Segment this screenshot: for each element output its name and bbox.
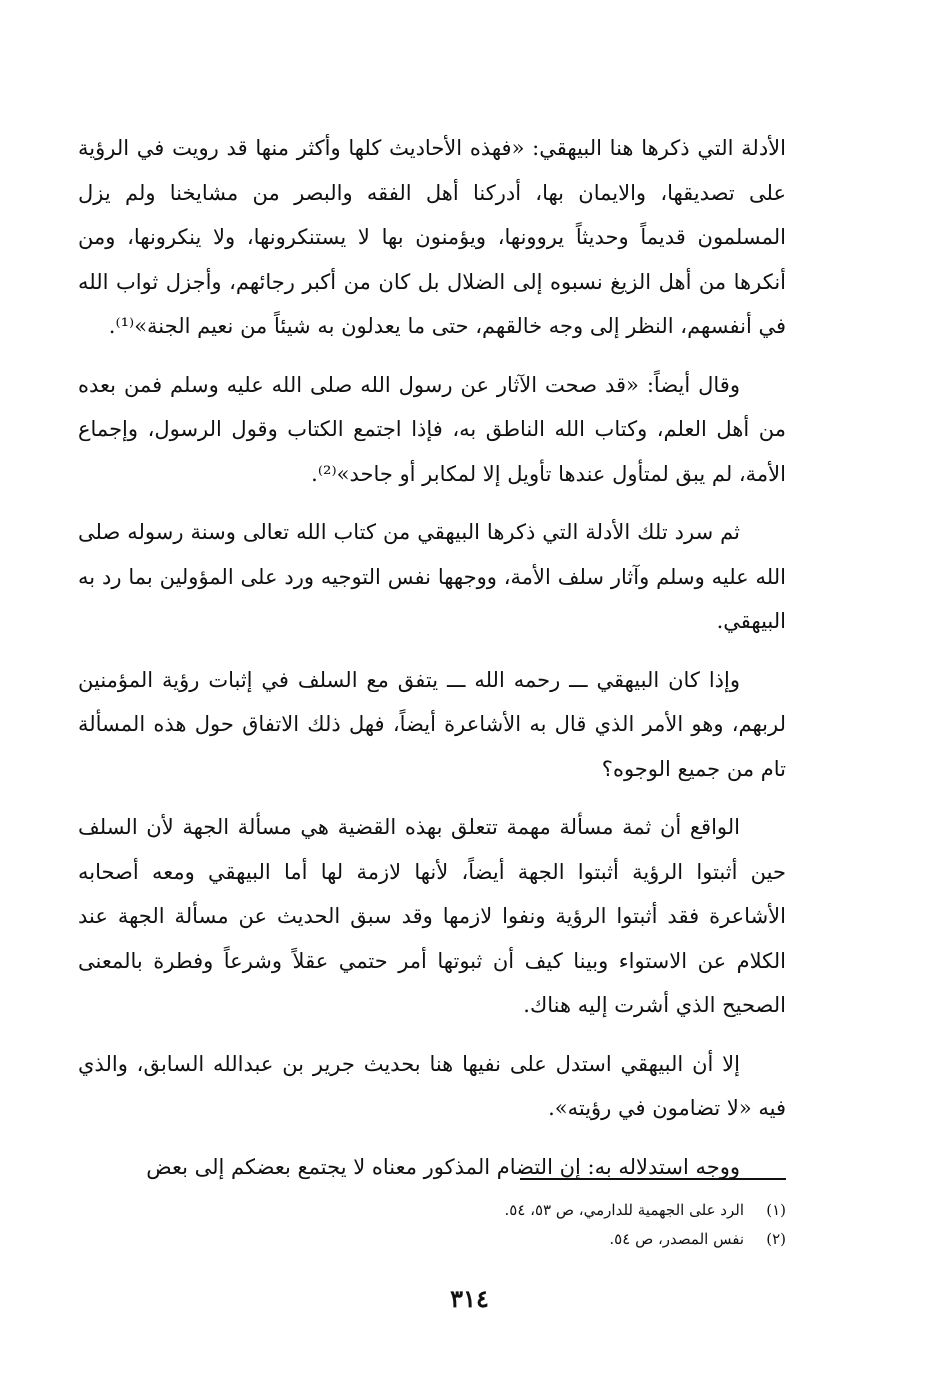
paragraph-2: وقال أيضاً: «قد صحت الآثار عن رسول الله صلى الله عليه وسلم فمن بعده من أهل العلم، وكتاب الله الناطق به، فإذا اجتمع الكتاب وقول الرسول، وإجماع الأمة، لم يبق لمتأول عندها تأويل إلا لمكابر أو جاحد»⁽²⁾. <box>78 372 786 486</box>
paragraph-6: إلا أن البيهقي استدل على نفيها هنا بحديث جرير بن عبدالله السابق، والذي فيه «لا تضامون في رؤيته». <box>78 1051 786 1120</box>
footnotes <box>366 1196 786 1254</box>
paragraph-4: وإذا كان البيهقي ـــ رحمه الله ـــ يتفق مع السلف في إثبات رؤية المؤمنين لربهم، وهو الأمر الذي قال به الأشاعرة أيضاً، فهل ذلك الاتفاق حول هذه المسألة تام من جميع الوجوه؟ <box>78 667 786 781</box>
footnote-1-text: الرد على الجهمية للدارمي، ص ٥٣، ٥٤. <box>504 1201 744 1219</box>
page-body <box>78 126 786 1203</box>
paragraph-1: الأدلة التي ذكرها هنا البيهقي: «فهذه الأحاديث كلها وأكثر منها قد رويت في الرؤية على تصديقها، والايمان بها، أدركنا أهل الفقه والبصر من مشايخنا ولم يزل المسلمون قديماً وحديثاً يروونها، ويؤمنون بها لا يستنكرونها، ولا ينكرونها، ومن أنكرها من أهل الزيغ نسبوه إلى الضلال بل كان من أكبر رجائهم، وأجزل ثواب الله في أنفسهم، النظر إلى وجه خالقهم، حتى ما يعدلون به شيئاً من نعيم الجنة»⁽¹⁾. <box>78 136 786 338</box>
footnote-2 <box>366 1225 786 1254</box>
footnote-2-number: (٢) <box>766 1230 786 1248</box>
paragraph-7: ووجه استدلاله به: إن التضام المذكور معناه لا يجتمع بعضكم إلى بعض <box>146 1154 740 1179</box>
paragraph-3: ثم سرد تلك الأدلة التي ذكرها البيهقي من كتاب الله تعالى وسنة رسوله صلى الله عليه وسلم وآثار سلف الأمة، ووجهها نفس التوجيه ورد على المؤولين بما رد به البيهقي. <box>78 520 786 633</box>
page-number: ٣١٤ <box>450 1284 489 1313</box>
paragraph-5: الواقع أن ثمة مسألة مهمة تتعلق بهذه القضية هي مسألة الجهة لأن السلف حين أثبتوا الرؤية أثبتوا الجهة أيضاً، لأنها لازمة لها أما البيهقي ومعه أصحابه الأشاعرة فقد أثبتوا الرؤية ونفوا لازمها وقد سبق الحديث عن مسألة الجهة عند الكلام عن الاستواء وبينا كيف أن ثبوتها أمر حتمي عقلاً وشرعاً وفطرة بالمعنى الصحيح الذي أشرت إليه هناك. <box>78 815 786 1017</box>
footnote-1 <box>366 1196 786 1225</box>
footnote-1-number: (١) <box>766 1201 786 1219</box>
footnote-2-text: نفس المصدر، ص ٥٤. <box>609 1230 744 1248</box>
footnote-divider <box>520 1178 786 1180</box>
